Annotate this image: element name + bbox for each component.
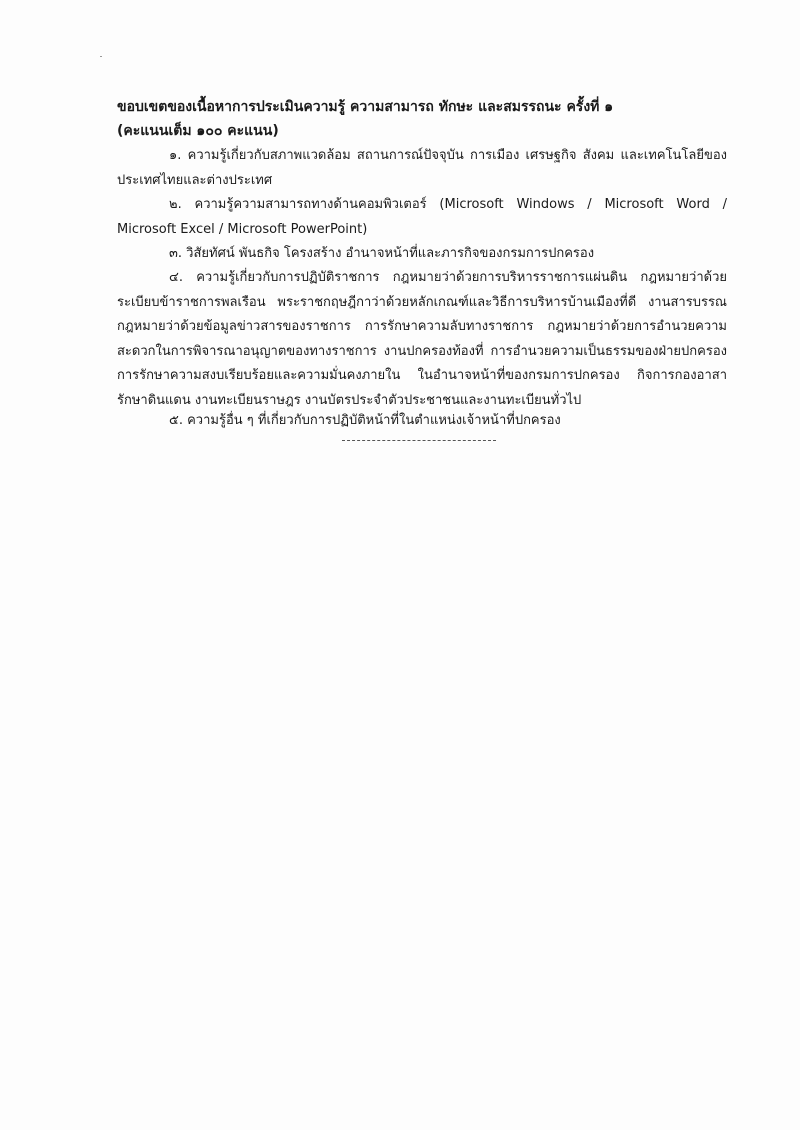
content-item-2: ๒. ความรู้ความสามารถทางด้านคอมพิวเตอร์ (Microsoft Windows / Microsoft Word / Microsoft Excel / Microsoft PowerPoint): [117, 197, 727, 237]
content-item-3: ๓. วิสัยทัศน์ พันธกิจ โครงสร้าง อำนาจหน้าที่และภารกิจของกรมการปกครอง: [169, 246, 595, 261]
section-heading: ขอบเขตของเนื้อหาการประเมินความรู้ ความสามารถ ทักษะ และสมรรถนะ ครั้งที่ ๑: [117, 99, 614, 115]
content-item-1: ๑. ความรู้เกี่ยวกับสภาพแวดล้อม สถานการณ์ปัจจุบัน การเมือง เศรษฐกิจ สังคม และเทคโนโลยีของประเทศไทยและต่างประเทศ: [117, 148, 727, 188]
score-note: (คะแนนเต็ม ๑๐๐ คะแนน): [117, 123, 279, 139]
scan-speck: [100, 56, 102, 57]
content-item-4: ๔. ความรู้เกี่ยวกับการปฏิบัติราชการ กฎหมายว่าด้วยการบริหารราชการแผ่นดิน กฎหมายว่าด้วยระเบียบข้าราชการพลเรือน พระราชกฤษฎีกาว่าด้วยหลักเกณฑ์และวิธีการบริหารบ้านเมืองที่ดี งานสารบรรณ กฎหมายว่าด้วยข้อมูลข่าวสารของราชการ การรักษาความลับทางราชการ กฎหมายว่าด้วยการอำนวยความสะดวกในการพิจารณาอนุญาตของทางราชการ งานปกครองท้องที่ การอำนวยความเป็นธรรมของฝ่ายปกครอง การรักษาความสงบเรียบร้อยและความมั่นคงภายใน ในอำนาจหน้าที่ของกรมการปกครอง กิจการกองอาสารักษาดินแดน งานทะเบียนราษฎร งานบัตรประจำตัวประชาชนและงานทะเบียนทั่วไป: [117, 270, 727, 408]
end-divider: [342, 440, 496, 441]
content-item-5: ๕. ความรู้อื่น ๆ ที่เกี่ยวกับการปฏิบัติหน้าที่ในตำแหน่งเจ้าหน้าที่ปกครอง: [169, 413, 561, 428]
